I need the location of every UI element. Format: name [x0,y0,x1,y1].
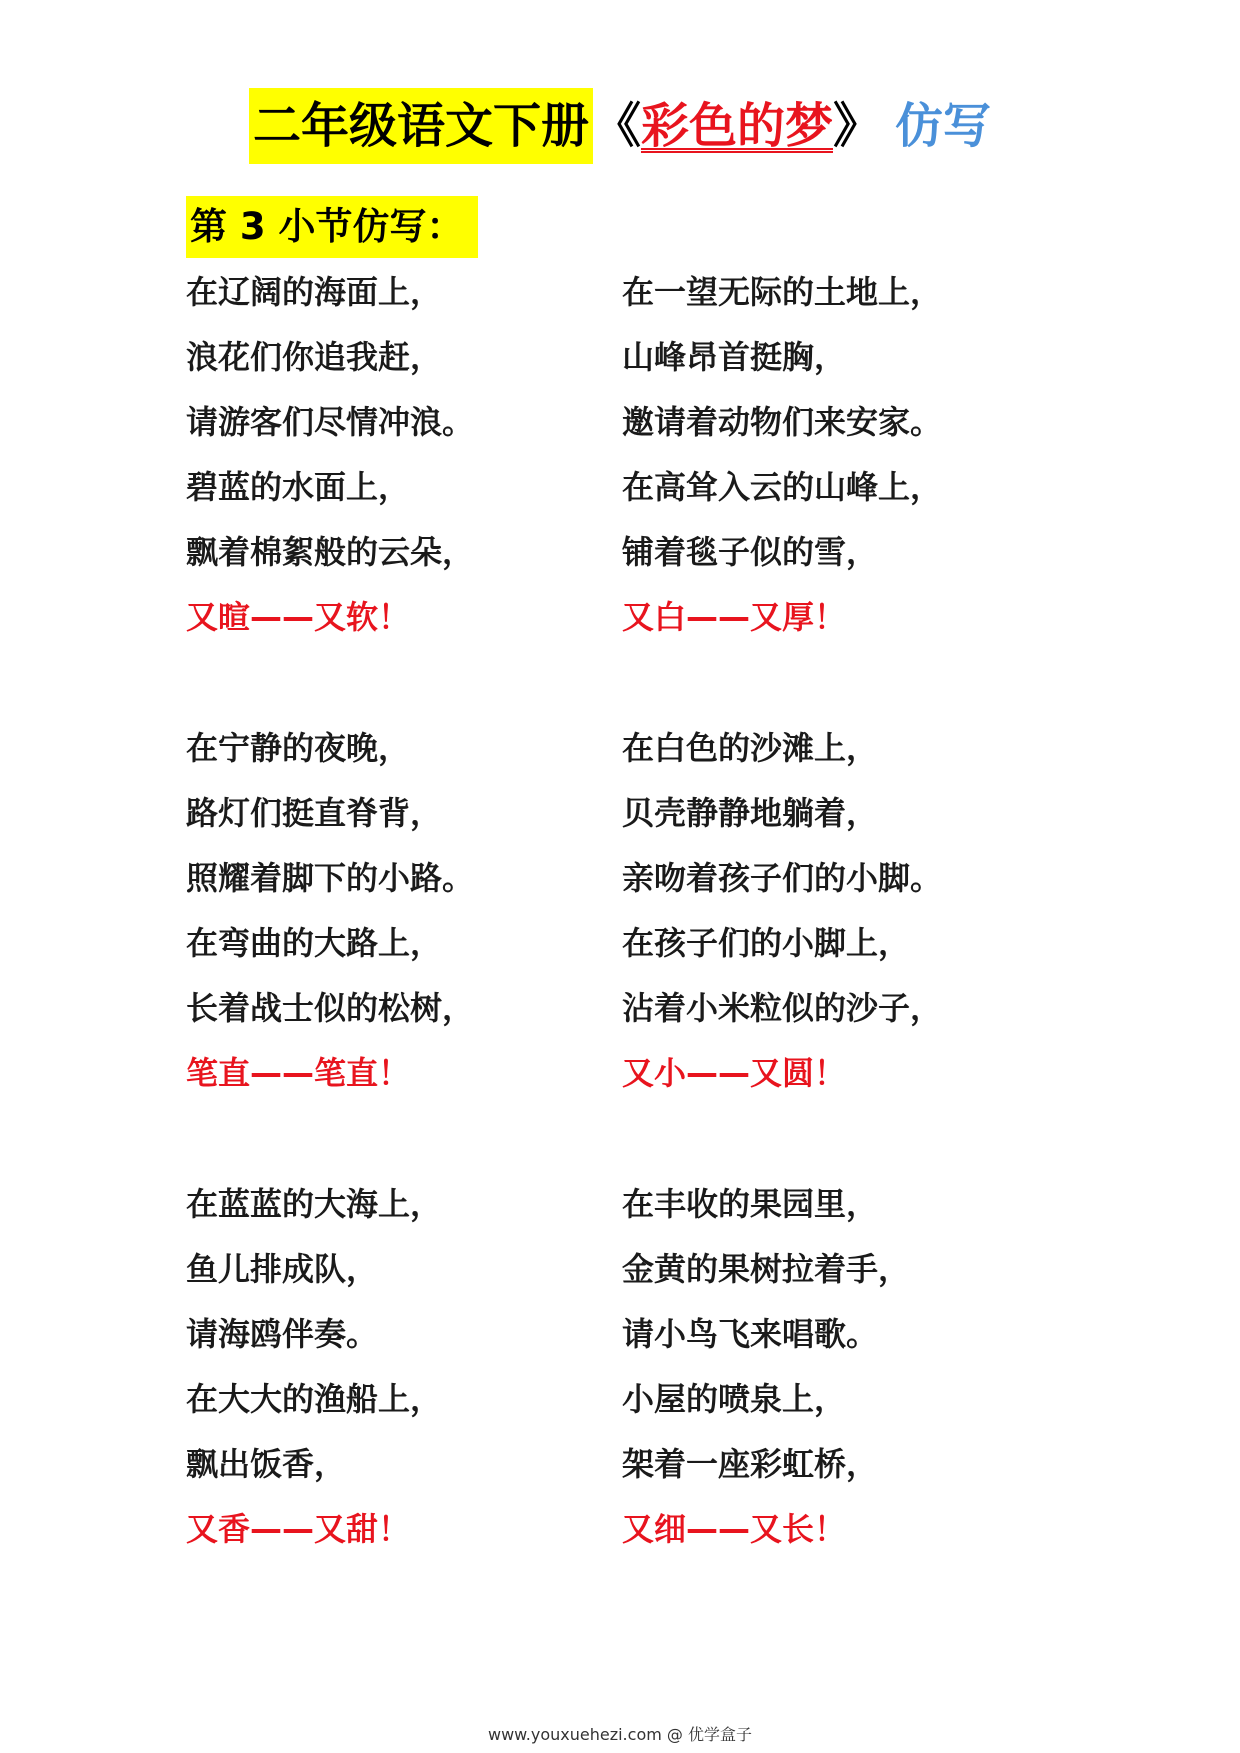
poem-line: 在高耸入云的山峰上， [622,468,943,506]
title-book-name: 彩色的梦 [640,98,833,154]
poem-line: 亲吻着孩子们的小脚。 [622,859,943,897]
poem-line: 飘着棉絮般的云朵， [186,533,475,571]
poem-line: 在辽阔的海面上， [186,273,443,311]
poem-line: 架着一座彩虹桥， [622,1445,879,1483]
title-bracket-close: 》 [833,98,882,154]
poem-line: 长着战士似的松树， [186,989,475,1027]
poem-line: 浪花们你追我赶， [186,338,443,376]
poem-line: 在一望无际的土地上， [622,273,943,311]
title-bracket-open: 《 [592,98,641,154]
poem-line: 在丰收的果园里， [622,1185,879,1223]
footer-watermark: www.youxuehezi.com @ 优学盒子 [488,1725,752,1744]
poem-line: 在白色的沙滩上， [622,729,879,767]
poem-stanza [186,1172,606,1562]
poem-line: 在宁静的夜晚， [186,729,411,767]
poem-refrain: 笔直——笔直！ [186,1054,411,1092]
title-grade-label: 二年级语文下册 [249,88,593,164]
poem-line: 贝壳静静地躺着， [622,794,879,832]
poem-line: 飘出饭香， [186,1445,347,1483]
title-suffix: 仿写 [895,98,992,154]
poem-line: 铺着毯子似的雪， [622,533,879,571]
poem-line: 山峰昂首挺胸， [622,338,847,376]
poem-refrain: 又暄——又软！ [186,598,411,636]
poem-refrain: 又白——又厚！ [622,598,847,636]
poem-refrain: 又小——又圆！ [622,1054,847,1092]
page-title [0,88,1240,164]
poem-stanza [186,716,606,1106]
poem-line: 照耀着脚下的小路。 [186,859,475,897]
poem-line: 小屋的喷泉上， [622,1380,847,1418]
poem-stanza [186,260,606,650]
poem-line: 邀请着动物们来安家。 [622,403,943,441]
poem-stanza [622,716,1042,1106]
poem-line: 请游客们尽情冲浪。 [186,403,475,441]
poem-line: 在大大的渔船上， [186,1380,443,1418]
poem-line: 在蓝蓝的大海上， [186,1185,443,1223]
poem-refrain: 又香——又甜！ [186,1510,411,1548]
poem-line: 请海鸥伴奏。 [186,1315,379,1353]
poem-line: 请小鸟飞来唱歌。 [622,1315,879,1353]
poem-refrain: 又细——又长！ [622,1510,847,1548]
poem-line: 沾着小米粒似的沙子， [622,989,943,1027]
poem-line: 金黄的果树拉着手， [622,1250,911,1288]
section-heading: 第 3 小节仿写： [186,196,478,258]
poem-stanza [622,1172,1042,1562]
poem-stanza [622,260,1042,650]
poem-line: 路灯们挺直脊背， [186,794,443,832]
poem-line: 鱼儿排成队， [186,1250,379,1288]
poem-line: 碧蓝的水面上， [186,468,411,506]
poem-line: 在弯曲的大路上， [186,924,443,962]
poem-line: 在孩子们的小脚上， [622,924,911,962]
